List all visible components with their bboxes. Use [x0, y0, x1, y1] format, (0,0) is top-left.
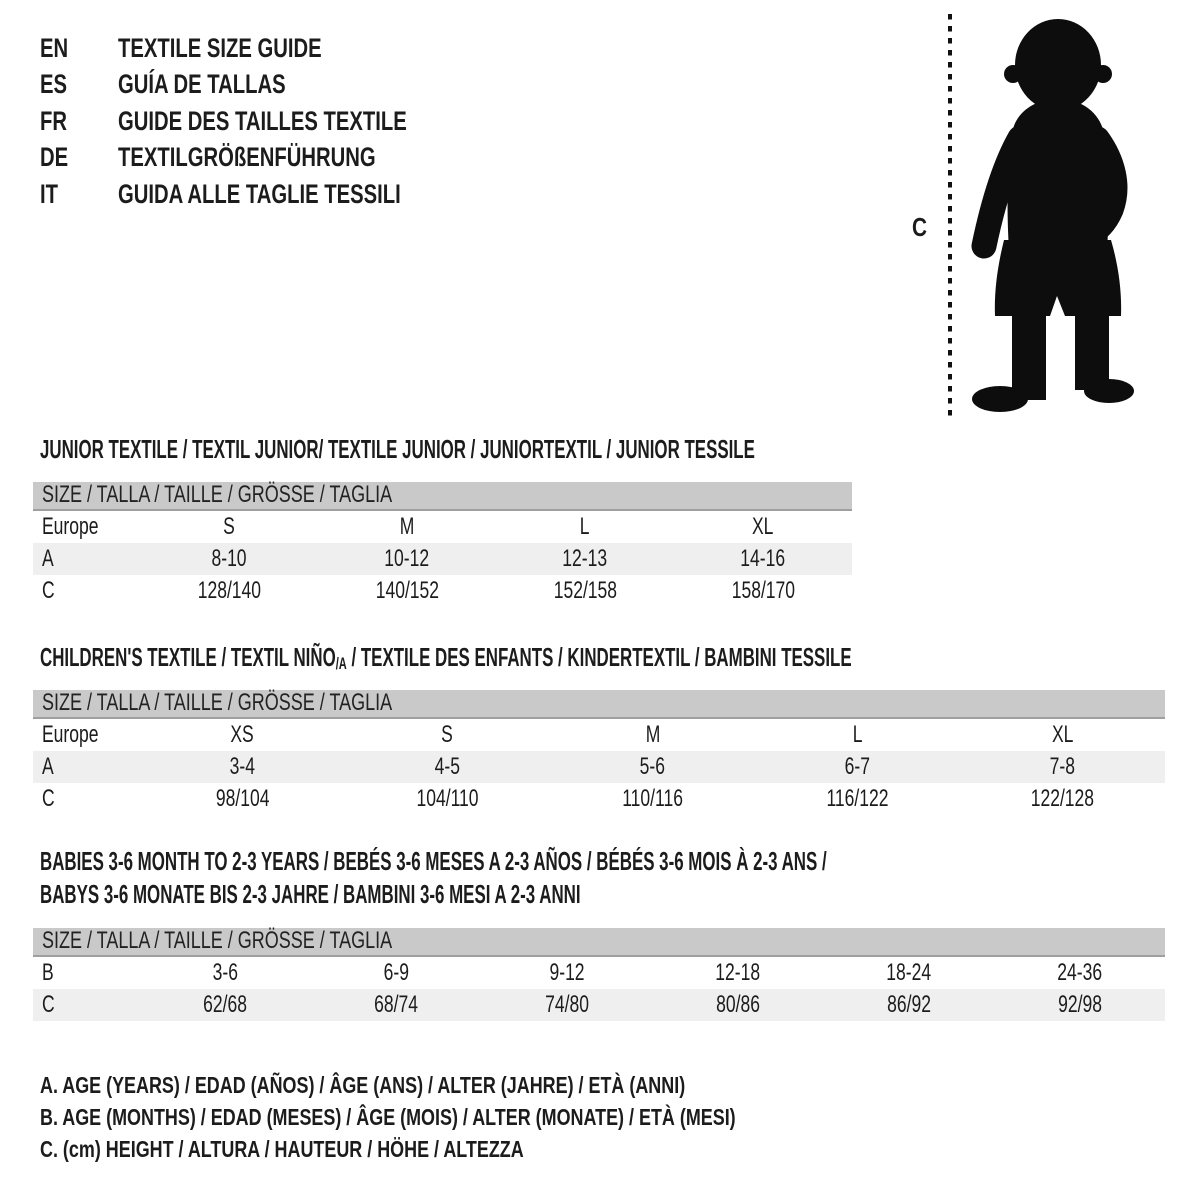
height-measure-figure [900, 8, 1156, 418]
lang-code-it: IT [40, 178, 58, 209]
measure-c-label: C [912, 212, 928, 242]
table-cell: 12-13 [562, 545, 608, 572]
row-label-a: A [42, 753, 54, 780]
lang-code-de: DE [40, 142, 69, 173]
table-cell: 6-7 [844, 753, 871, 780]
table-cell: 80/86 [715, 991, 760, 1018]
measure-legend [40, 1069, 932, 1165]
lang-title-es: GUÍA DE TALLAS [118, 69, 286, 100]
lang-row-de [40, 140, 503, 177]
size-col-m: M [399, 513, 415, 540]
table-cell: 10-12 [384, 545, 430, 572]
region-label: Europe [42, 513, 99, 540]
table-cell: 6-9 [383, 959, 409, 986]
junior-heading-text: JUNIOR TEXTILE / TEXTIL JUNIOR/ TEXTILE JUNIOR / JUNIORTEXTIL / JUNIOR TESSILE [40, 434, 755, 464]
size-header-label: SIZE / TALLA / TAILLE / GRÖSSE / TAGLIA [42, 689, 393, 716]
row-label-b: B [42, 959, 54, 986]
table-cell: 9-12 [549, 959, 585, 986]
row-label-c: C [42, 577, 55, 604]
table-cell: 8-10 [211, 545, 247, 572]
table-cell: 14-16 [740, 545, 786, 572]
legend-line-b: B. AGE (MONTHS) / EDAD (MESES) / ÂGE (MOIS) / ALTER (MONATE) / ETÀ (MESI) [40, 1104, 736, 1130]
children-heading-main: CHILDREN'S TEXTILE / TEXTIL NIÑO [40, 642, 336, 672]
table-cell: 92/98 [1057, 991, 1102, 1018]
lang-code-fr: FR [40, 105, 67, 136]
table-cell: 24-36 [1057, 959, 1102, 986]
table-cell: 116/122 [826, 785, 889, 812]
children-region-row [33, 719, 1165, 751]
table-cell: 68/74 [374, 991, 419, 1018]
table-cell: 128/140 [197, 577, 261, 604]
table-cell: 104/110 [416, 785, 479, 812]
children-heading-rest: / TEXTILE DES ENFANTS / KINDERTEXTIL / BAMBINI TESSILE [346, 642, 852, 672]
junior-size-table [33, 482, 852, 607]
junior-size-header-bar [33, 482, 852, 511]
region-label: Europe [42, 721, 99, 748]
table-cell: 122/128 [1030, 785, 1095, 812]
lang-code-es: ES [40, 69, 68, 100]
size-col-l: L [852, 721, 863, 748]
language-title-list [40, 30, 503, 213]
junior-region-row [33, 511, 852, 543]
children-size-table [33, 690, 1165, 815]
legend-line-a: A. AGE (YEARS) / EDAD (AÑOS) / ÂGE (ANS) / ALTER (JAHRE) / ETÀ (ANNI) [40, 1072, 686, 1098]
size-col-s: S [441, 721, 454, 748]
size-header-label: SIZE / TALLA / TAILLE / GRÖSSE / TAGLIA [42, 481, 393, 508]
size-col-xl: XL [752, 513, 774, 540]
table-cell: 7-8 [1049, 753, 1076, 780]
table-cell: 3-6 [212, 959, 239, 986]
babies-months-row [33, 957, 1165, 989]
children-heading-subscript: /A [335, 654, 347, 673]
size-col-xs: XS [230, 721, 255, 748]
table-cell: 158/170 [731, 577, 795, 604]
lang-row-en [40, 30, 503, 67]
lang-row-fr [40, 103, 503, 140]
babies-size-header-bar [33, 928, 1165, 957]
row-label-a: A [42, 545, 54, 572]
table-cell: 98/104 [215, 785, 270, 812]
junior-section-heading [40, 433, 1140, 466]
babies-heading-line2: BABYS 3-6 MONATE BIS 2-3 JAHRE / BAMBINI 3-6 MESI A 2-3 ANNI [40, 879, 581, 909]
table-cell: 152/158 [553, 577, 617, 604]
babies-heading-line1: BABIES 3-6 MONTH TO 2-3 YEARS / BEBÉS 3-6 MESES A 2-3 AÑOS / BÉBÉS 3-6 MOIS À 2-3 ANS / [40, 846, 827, 876]
table-cell: 110/116 [622, 785, 683, 812]
size-header-label: SIZE / TALLA / TAILLE / GRÖSSE / TAGLIA [42, 927, 393, 954]
toddler-silhouette-shape [972, 19, 1134, 412]
lang-title-en: TEXTILE SIZE GUIDE [118, 32, 322, 63]
row-label-c: C [42, 785, 55, 812]
lang-code-en: EN [40, 32, 69, 63]
children-heading-text [40, 641, 852, 680]
children-size-header-bar [33, 690, 1165, 719]
size-col-s: S [223, 513, 235, 540]
table-cell: 18-24 [886, 959, 932, 986]
row-label-c: C [42, 991, 55, 1018]
junior-height-row [33, 575, 852, 607]
babies-height-row [33, 989, 1165, 1021]
lang-title-fr: GUIDE DES TAILLES TEXTILE [118, 105, 407, 136]
toddler-silhouette-icon [900, 8, 1156, 418]
legend-line-c: C. (cm) HEIGHT / ALTURA / HAUTEUR / HÖHE / ALTEZZA [40, 1136, 524, 1162]
junior-age-row [33, 543, 852, 575]
table-cell: 86/92 [886, 991, 931, 1018]
lang-row-es [40, 67, 503, 104]
size-col-m: M [645, 721, 660, 748]
lang-row-it [40, 176, 503, 213]
babies-section-heading [40, 845, 1200, 911]
lang-title-it: GUIDA ALLE TAGLIE TESSILI [118, 178, 401, 209]
children-age-row [33, 751, 1165, 783]
size-col-xl: XL [1051, 721, 1074, 748]
babies-size-table [33, 928, 1165, 1021]
table-cell: 4-5 [434, 753, 461, 780]
table-cell: 5-6 [639, 753, 666, 780]
table-cell: 62/68 [203, 991, 248, 1018]
lang-title-de: TEXTILGRÖßENFÜHRUNG [118, 142, 376, 173]
table-cell: 12-18 [715, 959, 761, 986]
table-cell: 74/80 [545, 991, 589, 1018]
table-cell: 140/152 [375, 577, 439, 604]
children-section-heading [40, 641, 1200, 680]
children-height-row [33, 783, 1165, 815]
size-col-l: L [580, 513, 590, 540]
table-cell: 3-4 [229, 753, 256, 780]
